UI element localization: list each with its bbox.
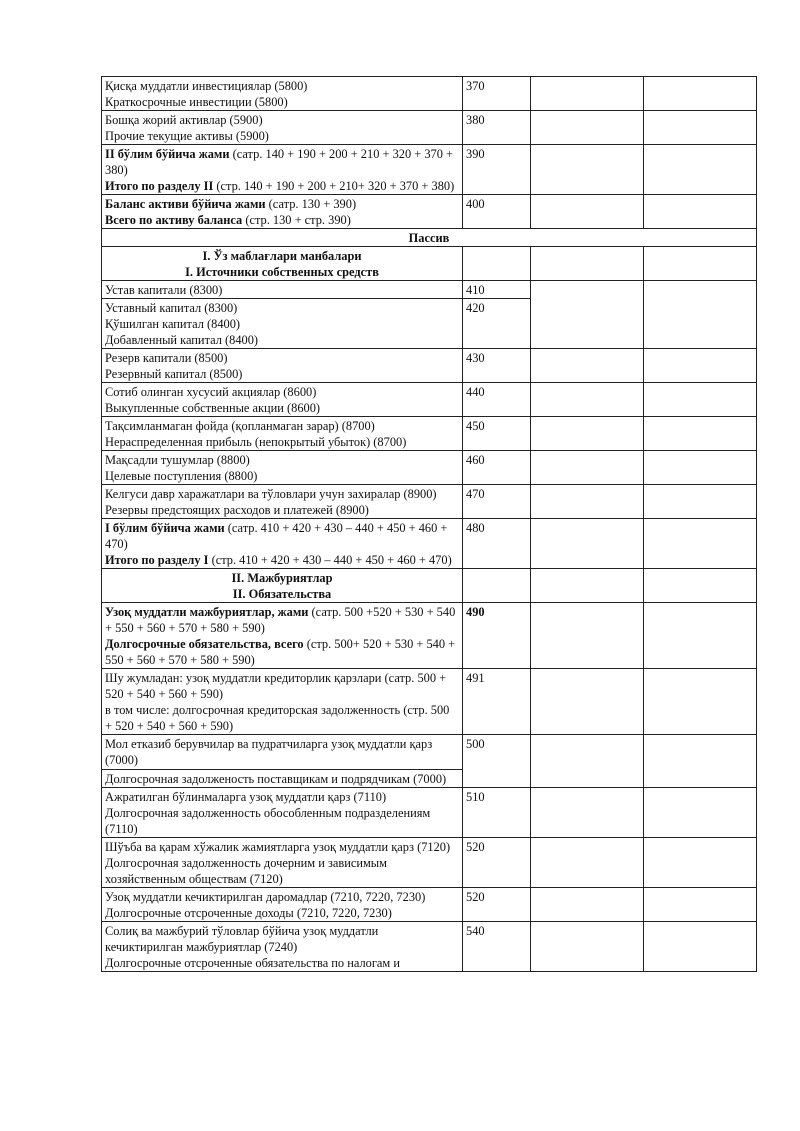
value-cell[interactable] <box>644 519 757 569</box>
section-2-title: II. Мажбуриятлар II. Обязательства <box>102 569 463 603</box>
table-row <box>102 111 757 145</box>
value-cell[interactable] <box>644 383 757 417</box>
value-cell[interactable] <box>644 417 757 451</box>
table-row <box>102 788 757 838</box>
row-label: Мақсадли тушумлар (8800) Целевые поступления (8800) <box>102 451 463 485</box>
value-cell[interactable] <box>531 77 644 111</box>
value-cell[interactable] <box>531 451 644 485</box>
section-header-row <box>102 569 757 603</box>
value-cell[interactable] <box>531 417 644 451</box>
row-code: 520 <box>463 838 531 888</box>
section-1-title: I. Ўз маблағлари манбалари I. Источники собственных средств <box>102 247 463 281</box>
row-label: Солиқ ва мажбурий тўловлар бўйича узоқ муддатли кечиктирилган мажбуриятлар (7240) Долгосрочные отсроченные обязательства по налогам и <box>102 922 463 972</box>
table-row <box>102 349 757 383</box>
row-code: 491 <box>463 669 531 735</box>
value-cell[interactable] <box>644 669 757 735</box>
value-cell[interactable] <box>531 485 644 519</box>
value-cell[interactable] <box>531 788 644 838</box>
value-cell[interactable] <box>644 111 757 145</box>
table-row <box>102 838 757 888</box>
row-code: 460 <box>463 451 531 485</box>
table-row <box>102 451 757 485</box>
value-cell[interactable] <box>644 788 757 838</box>
row-code: 520 <box>463 888 531 922</box>
value-cell[interactable] <box>531 383 644 417</box>
row-label: I бўлим бўйича жами (сатр. 410 + 420 + 430 – 440 + 450 + 460 + 470) Итого по разделу I (стр. 410 + 420 + 430 – 440 + 450 + 460 + 470) <box>102 519 463 569</box>
table-row <box>102 735 757 788</box>
value-cell[interactable] <box>644 485 757 519</box>
row-label: II бўлим бўйича жами (сатр. 140 + 190 + 200 + 210 + 320 + 370 + 380) Итого по разделу II (стр. 140 + 190 + 200 + 210+ 320 + 370 + 380) <box>102 145 463 195</box>
value-cell[interactable] <box>531 247 644 281</box>
row-label: Баланс активи бўйича жами (сатр. 130 + 390) Всего по активу баланса (стр. 130 + стр. 390) <box>102 195 463 229</box>
row-code: 500 <box>463 735 531 788</box>
row-code: 400 <box>463 195 531 229</box>
row-label: Узоқ муддатли кечиктирилган даромадлар (7210, 7220, 7230) Долгосрочные отсроченные доходы (7210, 7220, 7230) <box>102 888 463 922</box>
row-label: Шу жумладан: узоқ муддатли кредиторлик қарзлари (сатр. 500 + 520 + 540 + 560 + 590) в том числе: долгосрочная кредиторская задолженность (стр. 500 + 520 + 540 + 560 + 590) <box>102 669 463 735</box>
row-label: Устав капитали (8300) <box>102 281 463 299</box>
row-code: 390 <box>463 145 531 195</box>
row-code: 540 <box>463 922 531 972</box>
row-code: 470 <box>463 485 531 519</box>
section-header-row <box>102 247 757 281</box>
value-cell[interactable] <box>531 888 644 922</box>
row-label: Келгуси давр харажатлари ва тўловлари учун захиралар (8900) Резервы предстоящих расходов и платежей (8900) <box>102 485 463 519</box>
table-row <box>102 383 757 417</box>
value-cell[interactable] <box>531 569 644 603</box>
value-cell[interactable] <box>531 111 644 145</box>
value-cell[interactable] <box>531 195 644 229</box>
value-cell[interactable] <box>531 922 644 972</box>
value-cell[interactable] <box>644 451 757 485</box>
value-cell[interactable] <box>644 281 757 349</box>
row-label: Тақсимланмаган фойда (қопланмаган зарар) (8700) Нераспределенная прибыль (непокрытый убыток) (8700) <box>102 417 463 451</box>
value-cell[interactable] <box>644 603 757 669</box>
row-code: 480 <box>463 519 531 569</box>
row-label: Сотиб олинган хусусий акциялар (8600) Выкупленные собственные акции (8600) <box>102 383 463 417</box>
row-code: 380 <box>463 111 531 145</box>
table-row <box>102 519 757 569</box>
row-code: 440 <box>463 383 531 417</box>
balance-sheet-table <box>101 76 757 972</box>
passiv-header-row <box>102 229 757 247</box>
value-cell[interactable] <box>644 195 757 229</box>
table-row <box>102 281 757 299</box>
table-row <box>102 195 757 229</box>
row-code: 410 <box>463 281 531 299</box>
row-code: 370 <box>463 77 531 111</box>
value-cell[interactable] <box>531 838 644 888</box>
value-cell[interactable] <box>644 888 757 922</box>
row-label: Бошқа жорий активлар (5900) Прочие текущие активы (5900) <box>102 111 463 145</box>
row-label: Шўъба ва қарам хўжалик жамиятларга узоқ муддатли қарз (7120) Долгосрочная задолженность дочерним и зависимым хозяйственным обществам (7120) <box>102 838 463 888</box>
passiv-title: Пассив <box>102 229 757 247</box>
value-cell[interactable] <box>531 349 644 383</box>
row-label: Мол етказиб берувчилар ва пудратчиларга узоқ муддатли қарз (7000) Долгосрочная задолженость поставщикам и подрядчикам (7000) <box>102 735 463 788</box>
value-cell[interactable] <box>531 603 644 669</box>
table-row <box>102 417 757 451</box>
value-cell[interactable] <box>531 281 644 349</box>
table-row <box>102 888 757 922</box>
row-code: 430 <box>463 349 531 383</box>
value-cell[interactable] <box>531 669 644 735</box>
value-cell[interactable] <box>644 247 757 281</box>
value-cell[interactable] <box>644 569 757 603</box>
row-label: Резерв капитали (8500) Резервный капитал (8500) <box>102 349 463 383</box>
table-row <box>102 922 757 972</box>
value-cell[interactable] <box>531 519 644 569</box>
value-cell[interactable] <box>644 145 757 195</box>
table-row <box>102 77 757 111</box>
row-code: 450 <box>463 417 531 451</box>
table-row <box>102 485 757 519</box>
row-code: 490 <box>463 603 531 669</box>
row-label: Ажратилган бўлинмаларга узоқ муддатли қарз (7110) Долгосрочная задолженность обособленным подразделениям (7110) <box>102 788 463 838</box>
row-label: Узоқ муддатли мажбуриятлар, жами (сатр. 500 +520 + 530 + 540 + 550 + 560 + 570 + 580 + 590) Долгосрочные обязательства, всего (стр. 500+ 520 + 530 + 540 + 550 + 560 + 570 + 580 + 590) <box>102 603 463 669</box>
value-cell[interactable] <box>531 735 644 788</box>
row-label: Уставный капитал (8300) Қўшилган капитал (8400) Добавленный капитал (8400) <box>102 299 463 349</box>
table-row <box>102 603 757 669</box>
value-cell[interactable] <box>644 77 757 111</box>
row-code: 510 <box>463 788 531 838</box>
value-cell[interactable] <box>644 922 757 972</box>
row-label: Қисқа муддатли инвестициялар (5800) Краткосрочные инвестиции (5800) <box>102 77 463 111</box>
value-cell[interactable] <box>644 735 757 788</box>
value-cell[interactable] <box>644 349 757 383</box>
table-row <box>102 669 757 735</box>
value-cell[interactable] <box>531 145 644 195</box>
table-row <box>102 145 757 195</box>
row-code: 420 <box>463 299 531 349</box>
value-cell[interactable] <box>644 838 757 888</box>
